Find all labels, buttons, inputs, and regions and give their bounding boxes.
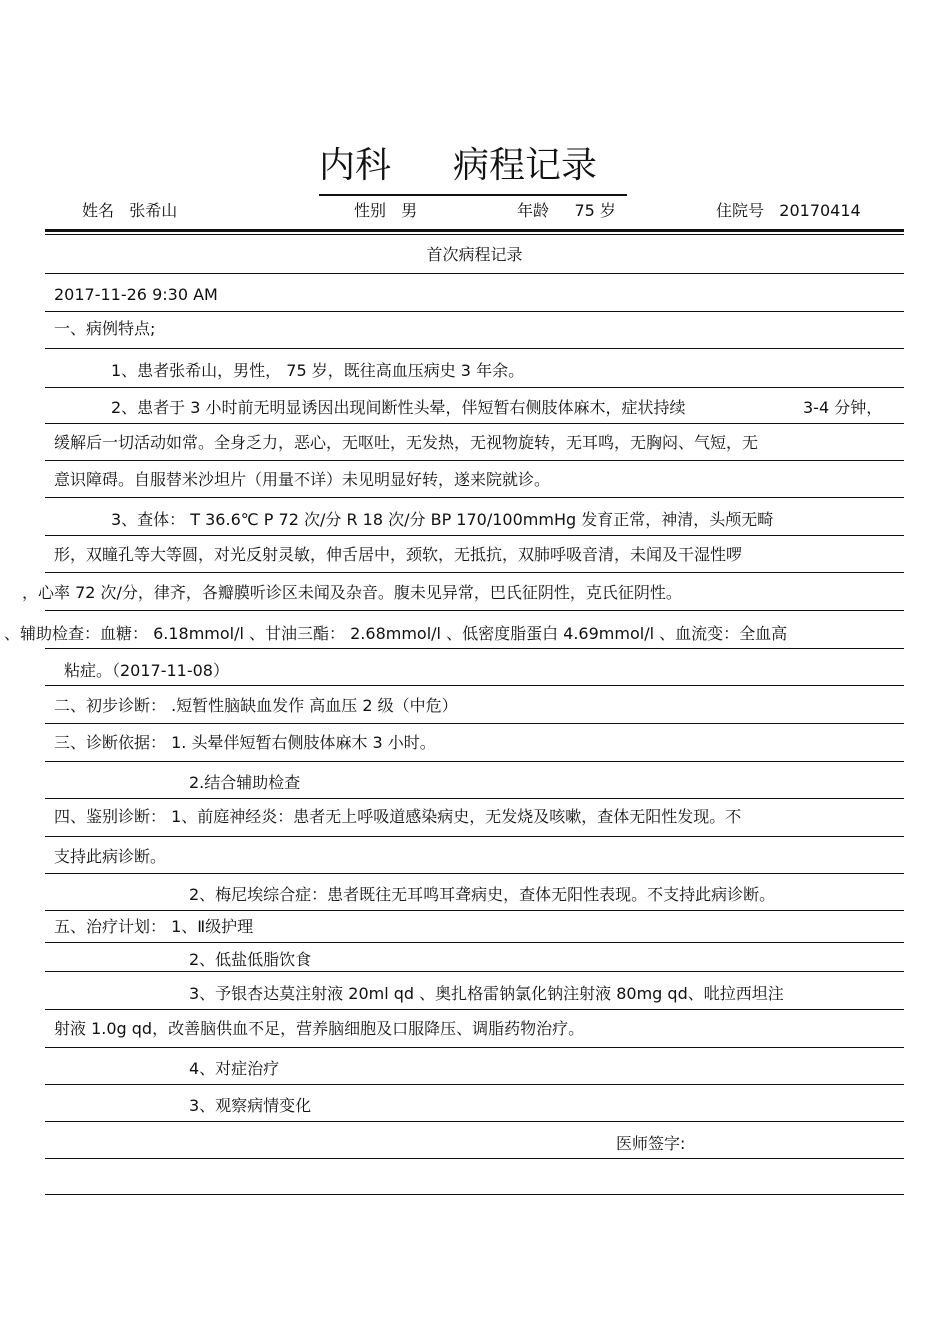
line-15: 支持此病诊断。 [54, 847, 167, 866]
line-10: 粘症。（2017-11-08） [64, 661, 229, 680]
title-dept: 内科 [318, 145, 391, 186]
patient-sex: 性别 男 [354, 201, 418, 220]
divider [45, 910, 904, 911]
line-19: 3、予银杏达莫注射液 20ml qd 、奥扎格雷钠氯化钠注射液 80mg qd、吡拉西坦注 [189, 984, 784, 1003]
line-16: 2、梅尼埃综合症：患者既往无耳鸣耳聋病史，查体无阳性表现。不支持此病诊断。 [189, 885, 776, 904]
divider [45, 311, 904, 312]
divider [45, 761, 904, 762]
line-14: 四、鉴别诊断： 1、前庭神经炎：患者无上呼吸道感染病史，无发烧及咳嗽，查体无阳性发现。不 [54, 807, 742, 826]
divider [45, 1009, 904, 1010]
divider [45, 798, 904, 799]
divider [45, 423, 904, 424]
line-20: 射液 1.0g qd，改善脑供血不足，营养脑细胞及口服降压、调脂药物治疗。 [54, 1019, 585, 1038]
divider [45, 1047, 904, 1048]
line-4: 缓解后一切活动如常。全身乏力，恶心，无呕吐，无发热，无视物旋转，无耳鸣，无胸闷、气短，无 [54, 433, 759, 452]
divider [45, 572, 904, 573]
patient-id: 住院号 20170414 [716, 201, 861, 220]
line-11: 二、初步诊断： .短暂性脑缺血发作 高血压 2 级（中危） [54, 696, 458, 715]
header-rule [45, 229, 904, 232]
patient-name: 姓名 张希山 [82, 201, 178, 220]
line-13: 2.结合辅助检查 [189, 773, 301, 792]
divider [45, 387, 904, 388]
divider [45, 873, 904, 874]
header-rule-inner [45, 234, 904, 235]
divider [45, 348, 904, 349]
divider [45, 1121, 904, 1122]
divider [45, 1084, 904, 1085]
line-6: 3、查体： T 36.6℃ P 72 次/分 R 18 次/分 BP 170/100mmHg 发育正常，神清，头颅无畸 [111, 510, 774, 529]
line-1: 一、病例特点; [54, 319, 156, 338]
line-21: 4、对症治疗 [189, 1059, 280, 1078]
line-3b: 3-4 分钟， [803, 398, 883, 417]
divider [45, 1158, 904, 1159]
line-3a: 2、患者于 3 小时前无明显诱因出现间断性头晕，伴短暂右侧肢体麻木，症状持续 [111, 398, 686, 417]
line-9: 、辅助检查：血糖： 6.18mmol/l 、甘油三酯： 2.68mmol/l 、低密度脂蛋白 4.69mmol/l 、血流变：全血高 [4, 624, 788, 643]
line-17: 五、治疗计划： 1、Ⅱ级护理 [54, 917, 254, 936]
section-heading: 首次病程记录 [426, 245, 523, 264]
line-2: 1、患者张希山，男性， 75 岁，既往高血压病史 3 年余。 [111, 361, 525, 380]
patient-age: 年龄 75 岁 [517, 201, 616, 220]
divider [45, 273, 904, 274]
divider [45, 723, 904, 724]
line-18: 2、低盐低脂饮食 [189, 950, 312, 969]
divider [45, 610, 904, 611]
divider [45, 648, 904, 649]
divider [45, 685, 904, 686]
line-5: 意识障碍。自服替米沙坦片（用量不详）未见明显好转，遂来院就诊。 [54, 470, 551, 489]
divider [45, 535, 904, 536]
page-title [0, 140, 950, 196]
divider [45, 1194, 904, 1195]
line-22: 3、观察病情变化 [189, 1096, 312, 1115]
divider [45, 942, 904, 943]
divider [45, 460, 904, 461]
line-8: ，心率 72 次/分，律齐，各瓣膜听诊区未闻及杂音。腹未见异常，巴氏征阴性，克氏征阴性。 [22, 583, 682, 602]
line-7: 形，双瞳孔等大等圆，对光反射灵敏，伸舌居中，颈软，无抵抗，双肺呼吸音清，未闻及干湿性啰 [54, 545, 743, 564]
divider [45, 836, 904, 837]
divider [45, 497, 904, 498]
title-record: 病程记录 [453, 145, 598, 186]
doctor-signature-label: 医师签字: [616, 1134, 686, 1153]
record-datetime: 2017-11-26 9:30 AM [54, 285, 218, 304]
divider [45, 971, 904, 972]
line-12: 三、诊断依据： 1. 头晕伴短暂右侧肢体麻木 3 小时。 [54, 733, 436, 752]
